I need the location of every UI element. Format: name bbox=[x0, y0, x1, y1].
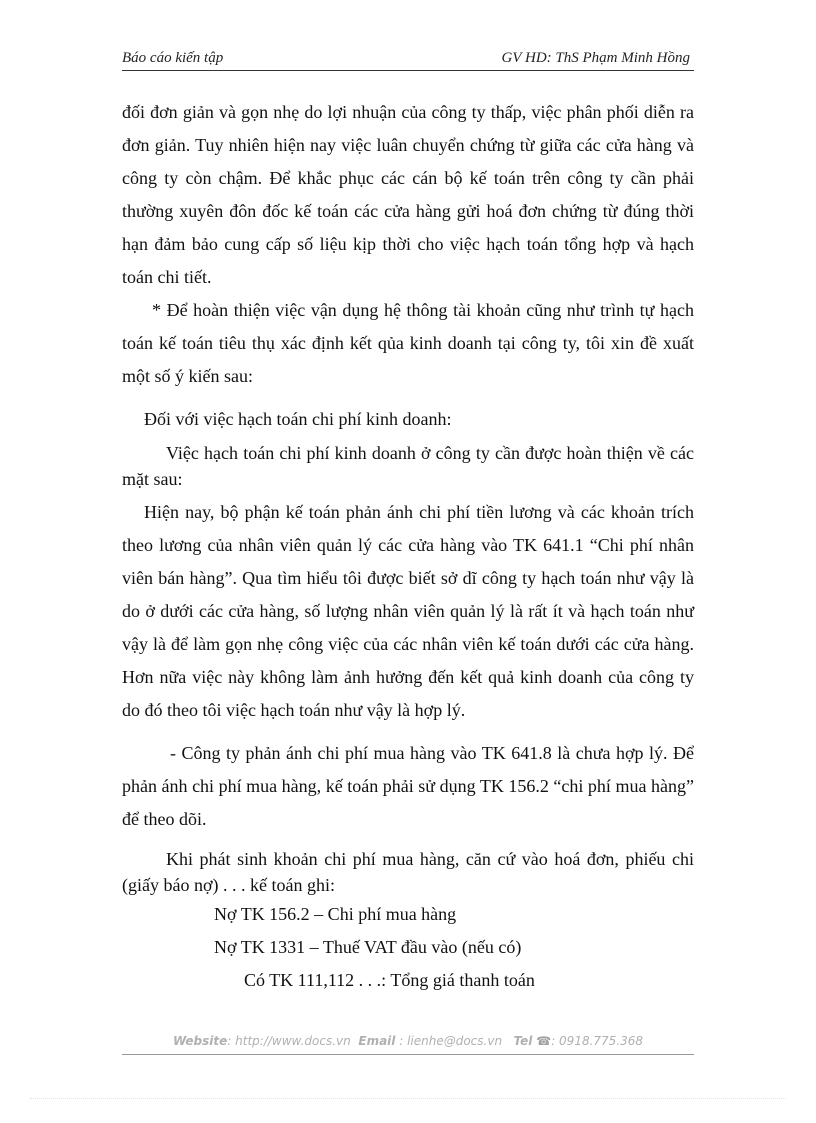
header-report-title: Báo cáo kiến tập bbox=[122, 50, 224, 66]
page-bottom-divider bbox=[30, 1098, 786, 1099]
footer-tel-label: Tel bbox=[513, 1034, 533, 1048]
journal-entry-credit: Có TK 111,112 . . .: Tổng giá thanh toán bbox=[244, 970, 535, 990]
paragraph-2: * Để hoàn thiện việc vận dụng hệ thông tài khoản cũng như trình tự hạch toán kế toán tiêu thụ xác định kết qủa kinh doanh tại công ty, tôi xin đề xuất một số ý kiến sau: bbox=[122, 300, 694, 386]
document-body bbox=[122, 96, 694, 997]
footer-tel-value: : 0918.775.368 bbox=[551, 1034, 644, 1048]
paragraph-3: Việc hạch toán chi phí kinh doanh ở công ty cần được hoàn thiện về các mặt sau: bbox=[122, 443, 694, 489]
journal-entry-debit-2: Nợ TK 1331 – Thuế VAT đầu vào (nếu có) bbox=[214, 937, 522, 957]
footer-email-label: Email bbox=[358, 1034, 396, 1048]
paragraph-1: đối đơn giản và gọn nhẹ do lợi nhuận của công ty thấp, việc phân phối diễn ra đơn giản. Tuy nhiên hiện nay việc luân chuyển chứng từ giữa các cửa hàng và công ty còn chậm. Để khắc phục các cán bộ kế toán trên công ty cần phải thường xuyên đôn đốc kế toán các cửa hàng gửi hoá đơn chứng từ đúng thời hạn đảm bảo cung cấp số liệu kịp thời cho việc hạch toán tổng hợp và hạch toán chi tiết. bbox=[122, 102, 694, 287]
header-instructor: GV HD: ThS Phạm Minh Hồng bbox=[501, 50, 690, 66]
footer-website-label: Website bbox=[172, 1034, 228, 1048]
section-heading: Đối với việc hạch toán chi phí kinh doanh: bbox=[144, 409, 452, 429]
page-header bbox=[122, 48, 694, 71]
journal-entry-debit-1: Nợ TK 156.2 – Chi phí mua hàng bbox=[214, 904, 457, 924]
paragraph-4: Hiện nay, bộ phận kế toán phản ánh chi phí tiền lương và các khoản trích theo lương của nhân viên quản lý các cửa hàng vào TK 641.1 “Chi phí nhân viên bán hàng”. Qua tìm hiểu tôi được biết sở dĩ công ty hạch toán như vậy là do ở dưới các cửa hàng, số lượng nhân viên quản lý là rất ít và hạch toán như vậy là để làm gọn nhẹ công việc của các nhân viên kế toán dưới các cửa hàng. Hơn nữa việc này không làm ảnh hưởng đến kết quả kinh doanh của công ty do đó theo tôi việc hạch toán như vậy là hợp lý. bbox=[122, 502, 694, 720]
page-footer bbox=[122, 1034, 694, 1055]
paragraph-5: - Công ty phản ánh chi phí mua hàng vào TK 641.8 là chưa hợp lý. Để phản ánh chi phí mua hàng, kế toán phải sử dụng TK 156.2 “chi phí mua hàng” để theo dõi. bbox=[122, 743, 694, 829]
footer-email-link[interactable]: : lienhe@docs.vn bbox=[395, 1034, 503, 1048]
paragraph-6: Khi phát sinh khoản chi phí mua hàng, căn cứ vào hoá đơn, phiếu chi (giấy báo nợ) . . . kế toán ghi: bbox=[122, 849, 694, 895]
telephone-icon: ☎ bbox=[536, 1034, 552, 1048]
footer-website-link[interactable]: : http://www.docs.vn bbox=[227, 1034, 351, 1048]
